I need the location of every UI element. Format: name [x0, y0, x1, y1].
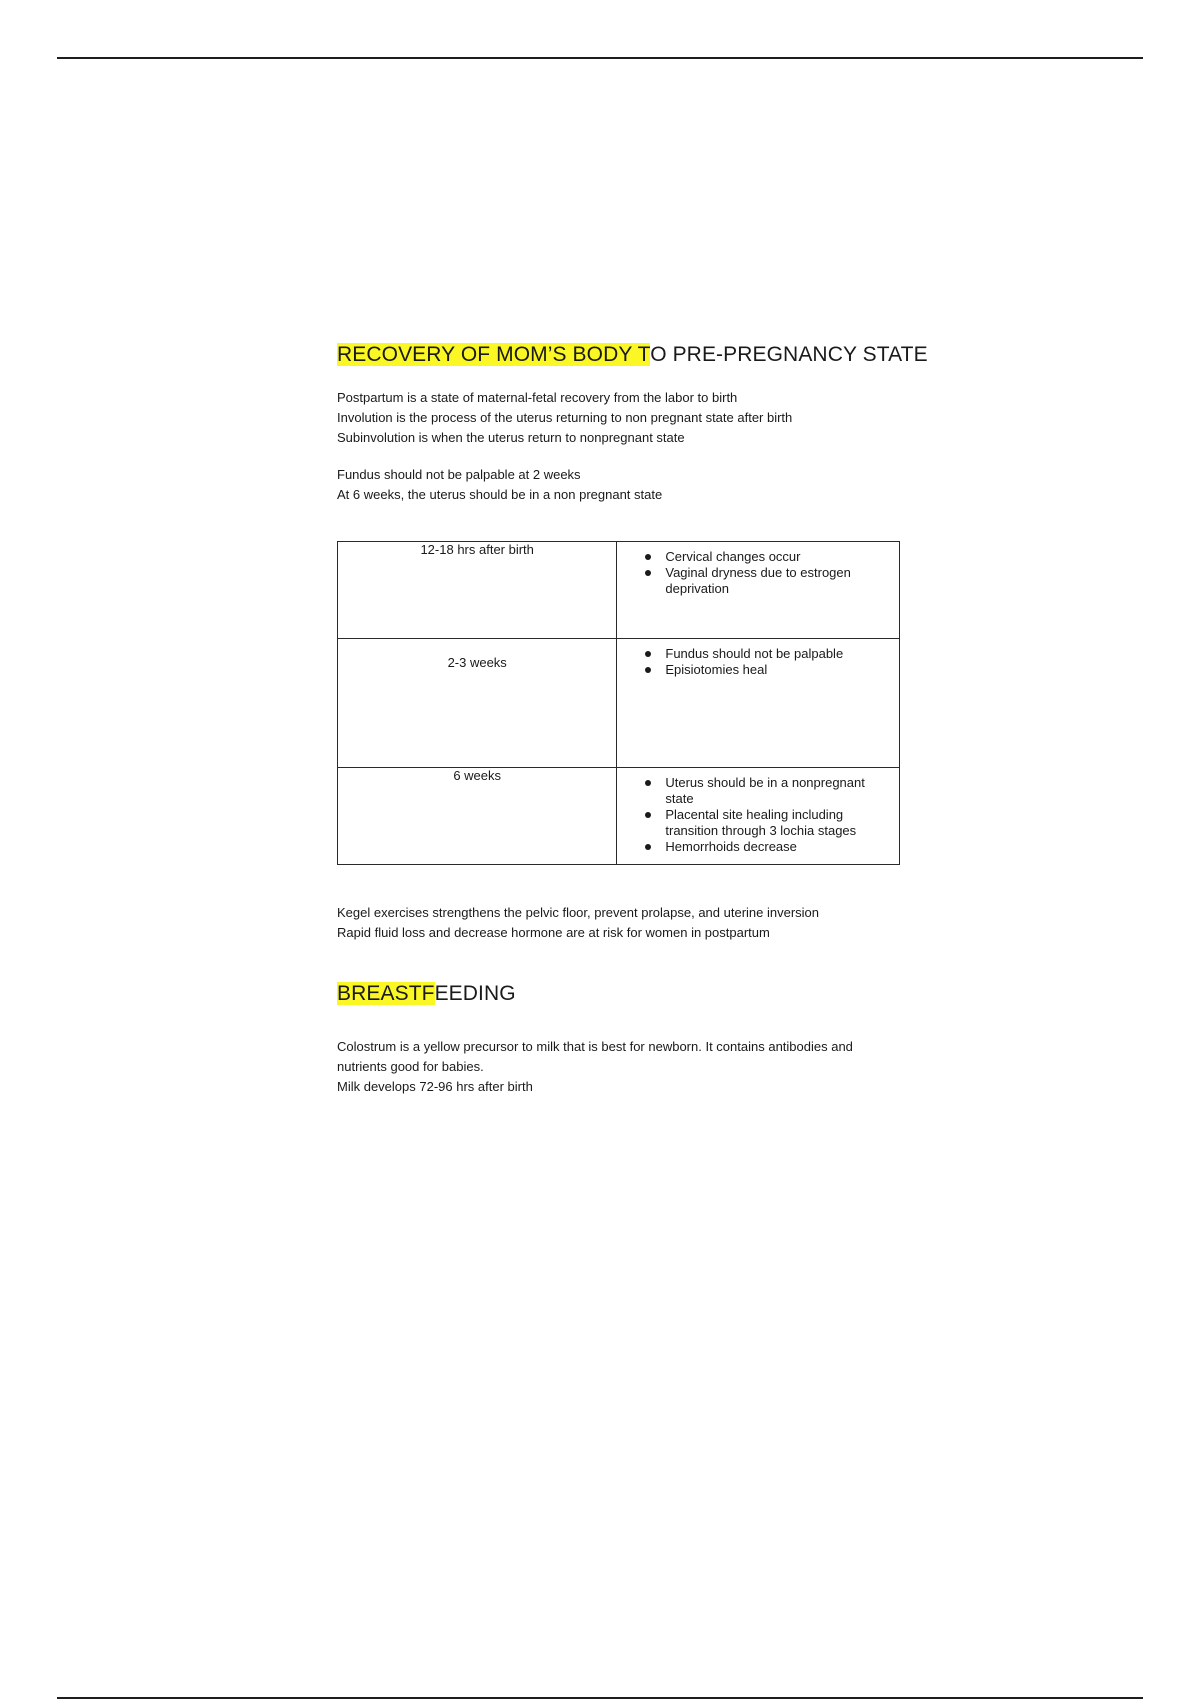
heading-breastfeeding-highlight: BREASTF	[337, 982, 435, 1005]
kegel-line: Rapid fluid loss and decrease hormone are at risk for women in postpartum	[337, 925, 770, 940]
table-row	[338, 639, 900, 768]
fundus-line: At 6 weeks, the uterus should be in a non pregnant state	[337, 487, 663, 502]
fundus-paragraph	[337, 465, 937, 505]
list-item: Hemorrhoids decrease	[665, 839, 887, 855]
heading-recovery-highlight: RECOVERY OF MOM’S BODY T	[337, 343, 651, 366]
kegel-paragraph	[337, 903, 937, 943]
detail-cell	[617, 542, 900, 639]
intro-line: Involution is the process of the uterus returning to non pregnant state after birth	[337, 410, 793, 425]
time-cell: 6 weeks	[338, 768, 617, 865]
heading-recovery	[337, 338, 937, 372]
table-row	[338, 542, 900, 639]
list-item: Placental site healing including transition through 3 lochia stages	[665, 807, 887, 839]
heading-breastfeeding-rest: EEDING	[434, 982, 516, 1005]
breastfeeding-paragraph	[337, 1037, 937, 1097]
intro-line: Subinvolution is when the uterus return to nonpregnant state	[337, 430, 685, 445]
time-cell: 12-18 hrs after birth	[338, 542, 617, 639]
list-item: Episiotomies heal	[665, 662, 887, 678]
list-item: Cervical changes occur	[665, 549, 887, 565]
fundus-line: Fundus should not be palpable at 2 weeks	[337, 467, 581, 482]
heading-recovery-rest: O PRE-PREGNANCY STATE	[650, 343, 928, 366]
list-item: Uterus should be in a nonpregnant state	[665, 775, 887, 807]
detail-list	[617, 639, 899, 684]
intro-line: Postpartum is a state of maternal-fetal recovery from the labor to birth	[337, 390, 738, 405]
breastfeeding-line: Colostrum is a yellow precursor to milk that is best for newborn. It contains antibodies and	[337, 1039, 853, 1054]
table-row	[338, 768, 900, 865]
kegel-line: Kegel exercises strengthens the pelvic floor, prevent prolapse, and uterine inversion	[337, 905, 820, 920]
detail-list	[617, 542, 899, 603]
time-cell: 2-3 weeks	[338, 639, 617, 768]
bottom-rule	[57, 1697, 1143, 1699]
detail-list	[617, 768, 899, 861]
breastfeeding-line: nutrients good for babies.	[337, 1059, 484, 1074]
heading-breastfeeding	[337, 977, 937, 1011]
detail-cell	[617, 639, 900, 768]
intro-paragraph	[337, 388, 937, 448]
detail-cell	[617, 768, 900, 865]
list-item: Vaginal dryness due to estrogen deprivation	[665, 565, 887, 597]
list-item: Fundus should not be palpable	[665, 646, 887, 662]
top-rule	[57, 57, 1143, 59]
breastfeeding-line: Milk develops 72-96 hrs after birth	[337, 1079, 533, 1094]
recovery-timeline-table	[337, 541, 900, 865]
document-page	[337, 338, 937, 1097]
